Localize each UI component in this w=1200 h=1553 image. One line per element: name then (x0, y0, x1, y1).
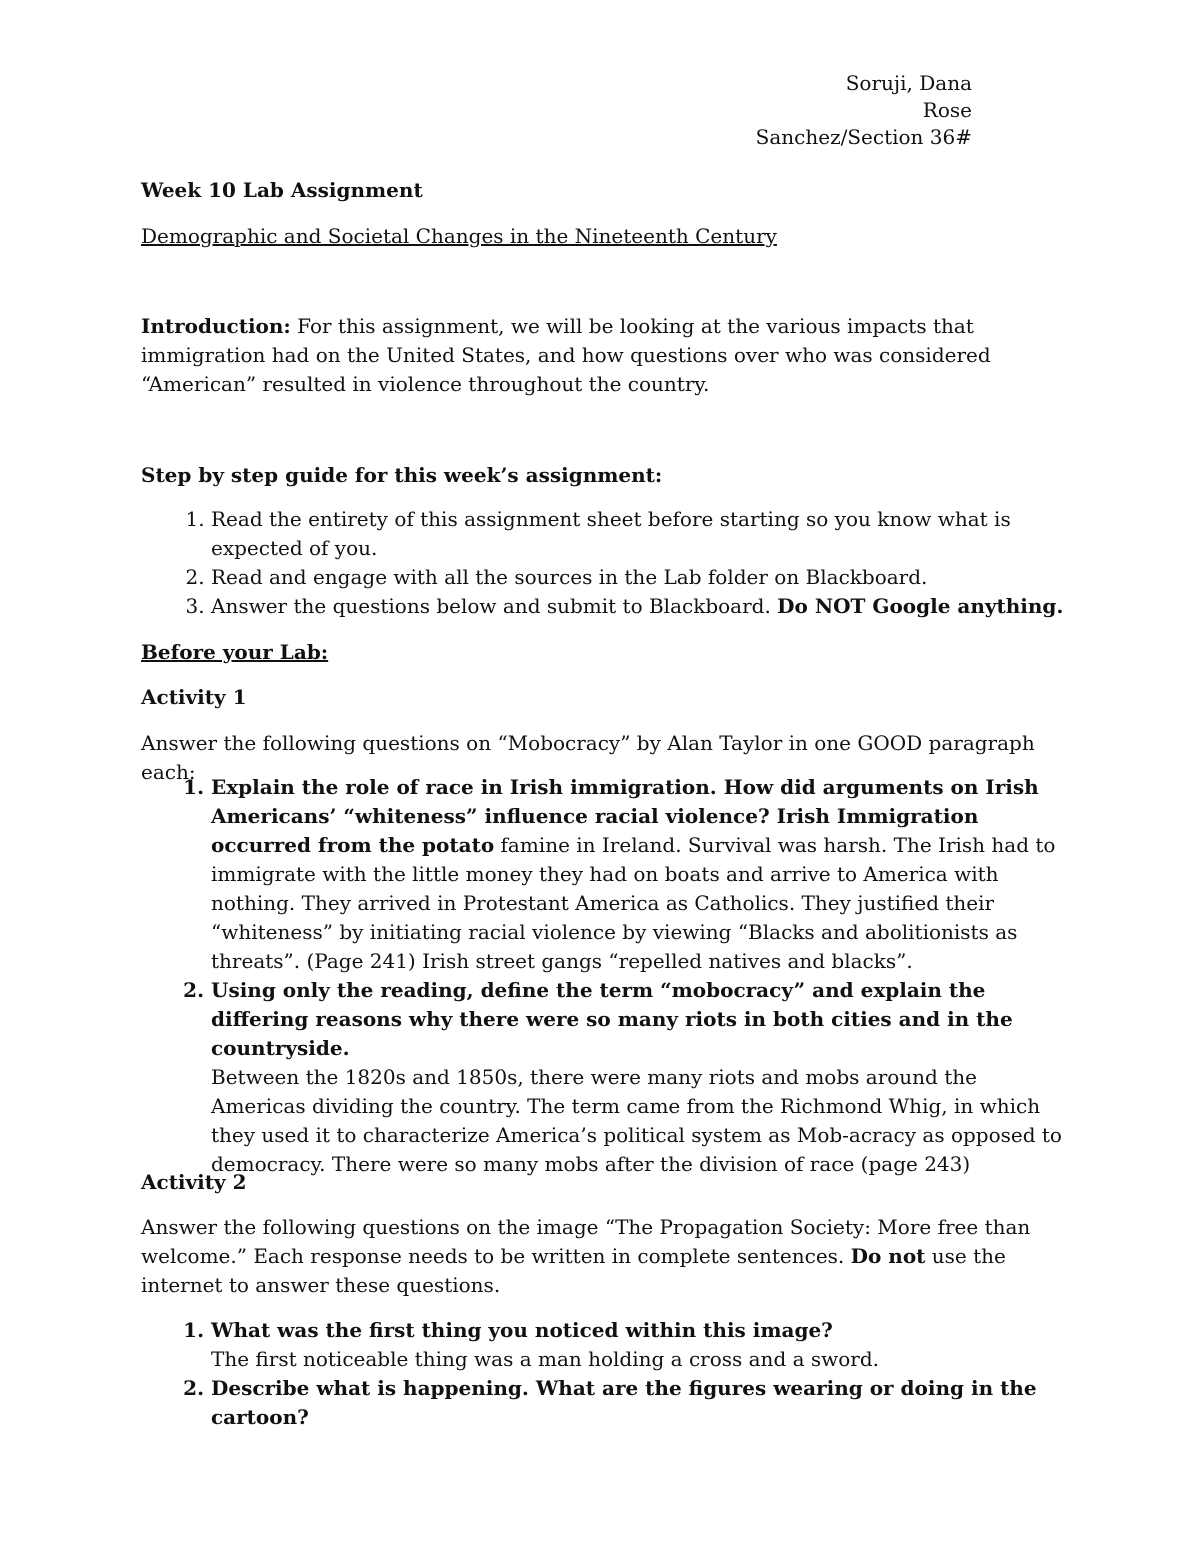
introduction-label: Introduction: (141, 314, 291, 338)
guide-heading: Step by step guide for this week’s assignment: (141, 463, 663, 487)
activity2-prompt: Answer the following questions on the image “The Propagation Society: More free than welcome.” Each response needs to be written in complete sentences. Do not use the internet to answer these questions. (141, 1215, 1031, 1297)
guide-steps-list (141, 505, 1071, 621)
activity1-prompt: Answer the following questions on “Mobocracy” by Alan Taylor in one GOOD paragraph each: (141, 731, 1035, 784)
student-middle-name: Rose (922, 98, 972, 122)
question-text: Using only the reading, define the term “mobocracy” and explain the differing reasons why there were so many riots in both cities and in the countryside. (211, 978, 1013, 1060)
guide-step: 2. Read and engage with all the sources in the Lab folder on Blackboard. (211, 563, 1071, 592)
student-header (756, 70, 972, 151)
activity2-questions (141, 1316, 1071, 1432)
answer-text: famine in Ireland. Survival was harsh. The Irish had to immigrate with the little money they had on boats and arrive to America with nothing. They arrived in Protestant America as Catholics. They justified their “whiteness” by initiating racial violence by viewing “Blacks and abolitionists as threats”. (Page 241) Irish street gangs “repelled natives and blacks”. (211, 833, 1056, 973)
instructor-section: Sanchez/Section 36# (755, 125, 972, 149)
activity2-question-2 (211, 1374, 1071, 1432)
document-subtitle: Demographic and Societal Changes in the Nineteenth Century (141, 224, 777, 248)
guide-step-warning: Do NOT Google anything. (777, 594, 1064, 618)
document-title: Week 10 Lab Assignment (141, 178, 423, 202)
activity1-question-2 (211, 976, 1071, 1179)
activity1-heading: Activity 1 (141, 685, 247, 709)
introduction-text: For this assignment, we will be looking at the various impacts that immigration had on the United States, and how questions over who was considered “American” resulted in violence throughout the country. (141, 314, 991, 396)
student-name: Soruji, Dana (845, 71, 972, 95)
introduction-paragraph (141, 312, 1061, 399)
guide-step: 1. Read the entirety of this assignment sheet before starting so you know what is expected of you. (211, 505, 1071, 563)
activity2-question-1 (211, 1316, 1071, 1374)
question-text: Explain the role of race in Irish immigration. How did arguments on Irish Americans’ “whiteness” influence racial violence? Irish Immigration occurred from the potato (211, 775, 1039, 857)
activity2-heading: Activity 2 (141, 1170, 247, 1194)
activity1-question-1 (211, 773, 1071, 976)
answer-text: Between the 1820s and 1850s, there were many riots and mobs around the Americas dividing the country. The term came from the Richmond Whig, in which they used it to characterize America’s political system as Mob-acracy as opposed to democracy. There were so many mobs after the division of race (page 243) (211, 1065, 1062, 1176)
activity1-questions (141, 773, 1071, 1179)
question-text: Describe what is happening. What are the figures wearing or doing in the cartoon? (211, 1376, 1037, 1429)
before-lab-heading: Before your Lab: (141, 640, 329, 664)
question-text: What was the first thing you noticed within this image? (211, 1318, 833, 1342)
answer-text: The first noticeable thing was a man holding a cross and a sword. (211, 1347, 880, 1371)
guide-step: 3. Answer the questions below and submit to Blackboard. Do NOT Google anything. (211, 592, 1071, 621)
